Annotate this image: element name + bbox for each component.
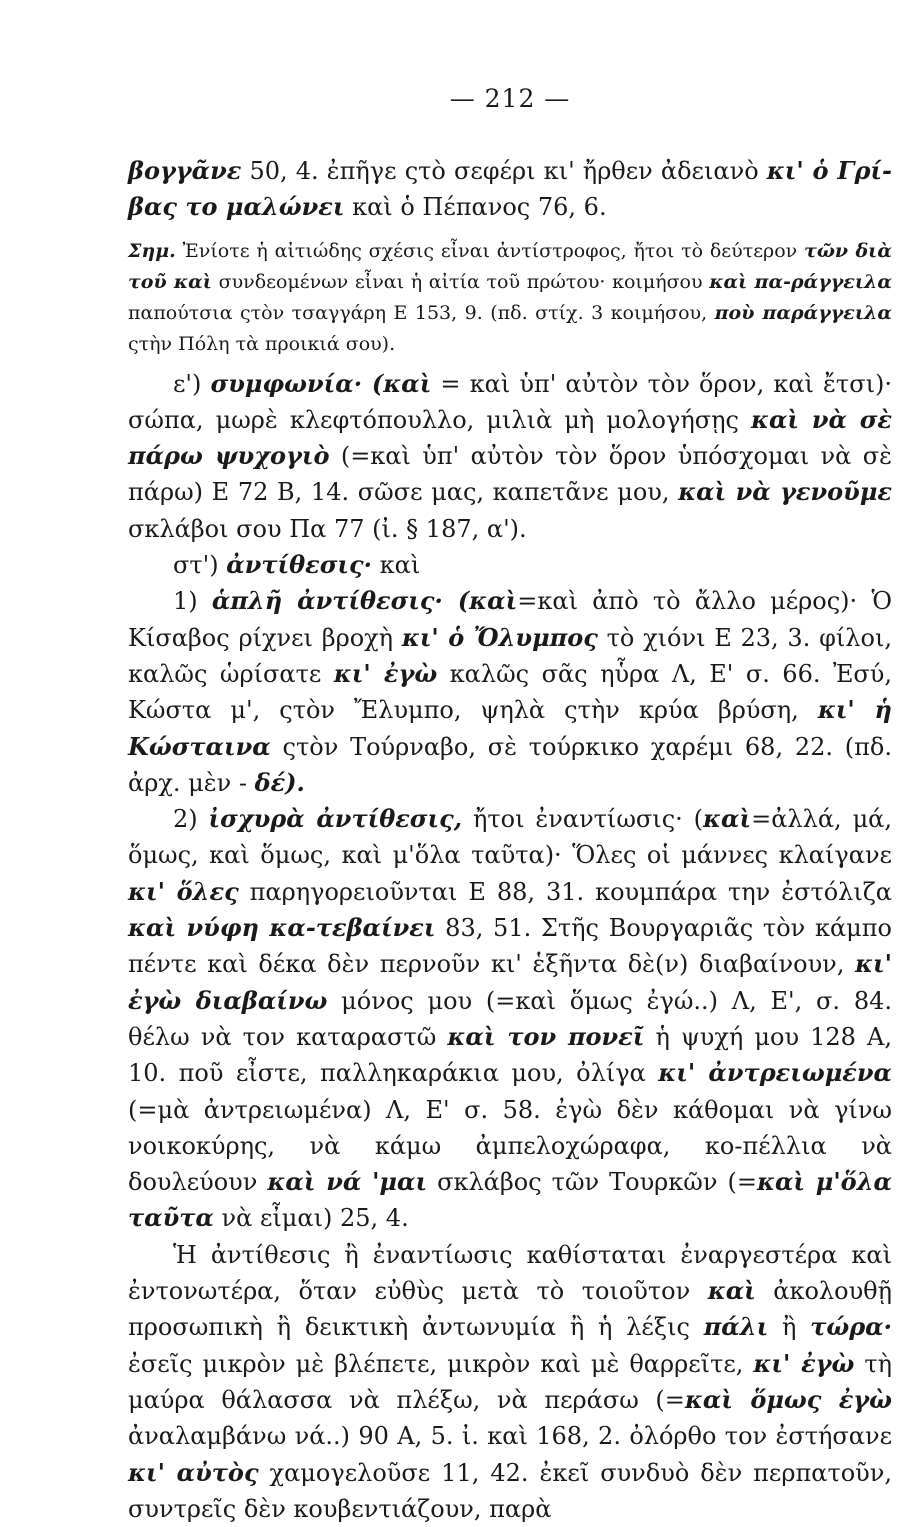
text-run: = καὶ ὑπ' αὐτὸν τὸν ὅρον, καὶ ἔτσι)· σώπα, μωρὲ κλεφτόπουλλο, μιλιὰ μὴ μολογήσῃς — [128, 369, 892, 434]
emphasized-text: κι' ὁ Γρί-βας το μαλώνει — [128, 156, 892, 222]
text-run: καὶ — [372, 551, 421, 580]
body-paragraph — [128, 547, 892, 583]
emphasized-text: κι' ἐγὼ διαβαίνω — [128, 949, 892, 1015]
footnote-paragraph — [128, 236, 892, 360]
text-run: ἀκολουθῇ προσωπικὴ ἢ δεικτικὴ ἀντωνυμία ἢ ἡ λέξις — [128, 1277, 893, 1342]
text-run: Ἐνίοτε ἡ αἰτιώδης σχέσις εἶναι ἀντίστροφος, ἤτοι τὸ δεύτερον — [175, 239, 805, 262]
text-run: στ') — [173, 551, 227, 580]
text-run: =καὶ ἀπὸ τὸ ἄλλο μέρος)· Ὁ Κίσαβος ρίχνει βροχὴ — [128, 587, 892, 652]
emphasized-text: καὶ — [707, 1276, 756, 1306]
emphasized-text: κι' ἡ Κώσταινα — [128, 695, 892, 761]
text-run: Ἡ ἀντίθεσις ἢ ἐναντίωσις καθίσταται ἐναργεστέρα καὶ ἐντονωτέρα, ὅταν εὐθὺς μετὰ τὸ τοιοῦτον — [128, 1240, 892, 1306]
emphasized-text: τῶν διὰ τοῦ — [128, 239, 892, 293]
emphasized-text: κι' ὁ Ὄλυμπος — [401, 622, 598, 652]
text-run: παρηγορειοῦνται Ε 88, 31. κουμπάρα την ἐστόλιζα — [238, 877, 893, 906]
body-paragraph — [128, 153, 892, 226]
page-number: — 212 — — [449, 84, 571, 113]
body-paragraph — [128, 583, 892, 801]
emphasized-text: καὶ τον πονεῖ — [447, 1021, 645, 1051]
text-flow — [128, 153, 892, 1527]
text-run: ἤτοι ἐναντίωσις· ( — [462, 805, 704, 834]
emphasized-text: τώρα· — [810, 1312, 893, 1342]
emphasized-text: καὶ πα-ράγγειλα — [709, 270, 892, 293]
emphasized-text: κι' ἐγὼ — [333, 658, 438, 688]
body-paragraph — [128, 1237, 892, 1527]
emphasized-text: κι' αὐτὸς — [128, 1457, 259, 1487]
text-run: 1) — [173, 587, 212, 616]
text-run: 50, 4. ἐπῆγε ςτὸ σεφέρι κι' ἤρθεν ἀδειανὸ — [241, 157, 767, 185]
emphasized-text: καὶ νύφη κα-τεβαίνει — [128, 913, 436, 943]
text-run: ςτὸν Τούρναβο, σὲ τούρκικο χαρέμι 68, 22. (πδ. ἀρχ. μὲν - — [128, 732, 892, 797]
text-run: =ἀλλά, μά, ὅμως, καὶ ὅμως, καὶ μ'ὅλα ταῦτα)· Ὅλες οἱ μάννες κλαίγανε — [128, 805, 893, 870]
text-run: ε') — [173, 369, 211, 398]
book-page — [128, 84, 892, 1527]
text-run: συνδεομένων εἶναι ἡ αἰτία τοῦ πρώτου· κοιμήσου — [211, 270, 710, 293]
text-run: ἐσεῖς μικρὸν μὲ βλέπετε, μικρὸν καὶ μὲ θαρρεῖτε, — [128, 1349, 754, 1378]
text-run: (=μὰ ἀντρειωμένα) Λ, Ε' σ. 58. ἐγὼ δὲν κάθομαι νὰ γίνω νοικοκύρης, νὰ κάμω ἀμπελοχώραφα, κο-πέλλια νὰ δουλεύουν — [128, 1095, 892, 1197]
emphasized-text: ἰσχυρὰ ἀντίθεσις, — [208, 804, 463, 834]
body-paragraph — [128, 366, 892, 547]
text-run: παπούτσια ςτὸν τσαγγάρη Ε 153, 9. (πδ. στίχ. 3 κοιμήσου, — [128, 301, 715, 324]
emphasized-text: Σημ. — [128, 239, 176, 262]
text-run: ἡ ψυχή μου 128 Α, 10. ποῦ εἶστε, παλληκαράκια μου, ὀλίγα — [128, 1022, 893, 1088]
emphasized-text: καὶ νὰ σὲ πάρω ψυχογιὸ — [128, 404, 892, 471]
emphasized-text: κι' ἀντρειωμένα — [658, 1058, 892, 1088]
text-run: καλῶς σᾶς ηὗρα Λ, Ε' σ. 66. Ἐσύ, Κώστα μ', ςτὸν Ἔλυμπο, ψηλὰ ςτὴν κρύα βρύση, — [128, 659, 893, 725]
emphasized-text: καὶ μ'ὅλα ταῦτα — [128, 1167, 892, 1233]
text-run: χαμογελοῦσε 11, 42. ἐκεῖ συνδυὸ δὲν περπατοῦν, συντρεῖς δὲν κουβεντιάζουν, παρὰ — [128, 1458, 892, 1523]
emphasized-text: κι' ὅλες — [128, 876, 239, 906]
emphasized-text: καὶ νὰ γενοῦμε — [678, 477, 892, 507]
text-run: καὶ ὁ Πέπανος 76, 6. — [344, 193, 607, 222]
emphasized-text: καὶ ὅμως ἐγὼ — [684, 1384, 892, 1414]
emphasized-text: πάλι — [703, 1312, 769, 1342]
emphasized-text: ποὺ παράγγειλα — [714, 301, 892, 324]
text-run: τὴ μαύρα θάλασσα νὰ πλέξω, νὰ περάσω (= — [128, 1349, 892, 1414]
emphasized-text: καὶ νά 'μαι — [267, 1167, 428, 1197]
emphasized-text: συμφωνία· (καὶ — [210, 368, 432, 398]
text-run: μόνος μου (=καὶ ὅμως ἐγώ..) Λ, Ε', σ. 84. θέλω νὰ τον καταραστῶ — [128, 986, 892, 1051]
emphasized-text: ἀντίθεσις· — [226, 550, 373, 580]
text-run: ἀναλαμβάνω νά..) 90 Α, 5. ἰ. καὶ 168, 2. ὀλόρθο τον ἐστήσανε — [128, 1422, 892, 1451]
body-paragraph — [128, 801, 892, 1237]
text-run: ςτὴν Πόλη τὰ προικιά σου). — [128, 332, 396, 355]
text-run: (=καὶ ὑπ' αὐτὸν τὸν ὅρον ὑπόσχομαι νὰ σὲ πάρω) Ε 72 Β, 14. σῶσε μας, καπετᾶνε μου, — [128, 442, 892, 507]
text-run: τὸ χιόνι Ε 23, 3. φίλοι, καλῶς ὡρίσατε — [128, 623, 893, 688]
text-run: σκλάβοι σου Πα 77 (ἰ. § 187, α'). — [128, 514, 527, 543]
text-run: νὰ εἶμαι) 25, 4. — [213, 1204, 409, 1233]
emphasized-text: καὶ — [703, 804, 752, 834]
emphasized-text: ἁπλῆ ἀντίθεσις· (καὶ — [211, 586, 518, 616]
text-run: 2) — [173, 805, 209, 834]
text-run: σκλάβος τῶν Τουρκῶν (= — [427, 1168, 757, 1197]
text-run: ἢ — [768, 1313, 811, 1342]
emphasized-text: κι' ἐγὼ — [753, 1348, 855, 1378]
text-run: 83, 51. Στῆς Βουργαριᾶς τὸν κάμπο πέντε καὶ δέκα δὲν περνοῦν κι' ἑξῆντα δὲ(ν) διαβαίνουν, — [128, 914, 892, 979]
emphasized-text: βογγᾶνε — [128, 156, 242, 185]
emphasized-text: καὶ — [173, 270, 212, 293]
emphasized-text: δέ). — [254, 767, 305, 797]
